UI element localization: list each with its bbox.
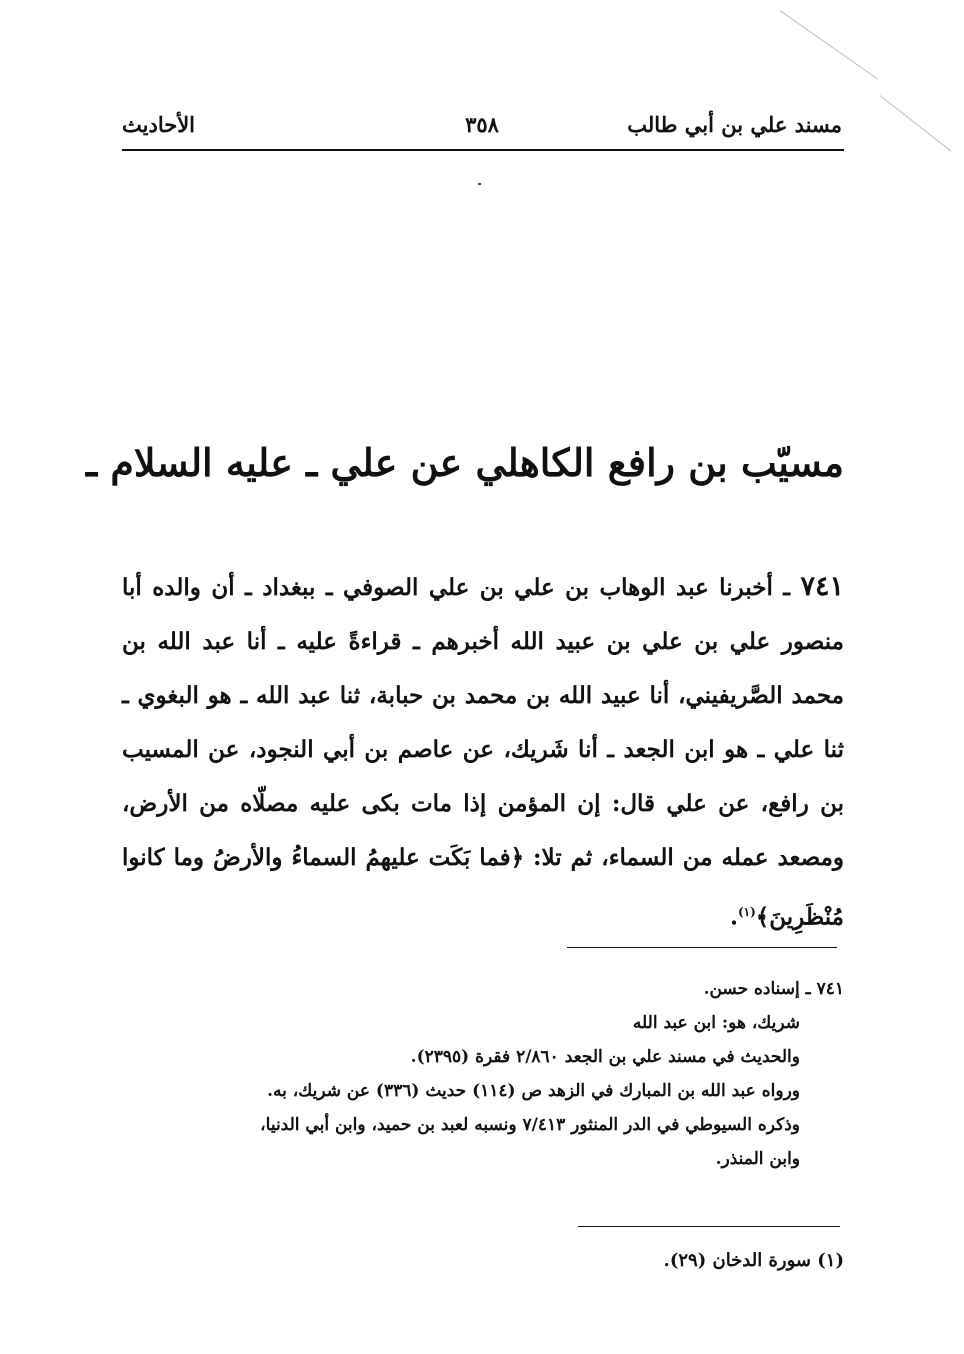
running-header: [122, 112, 842, 148]
book-title: مسند علي بن أبي طالب: [627, 112, 842, 137]
footnote-separator: [578, 1226, 840, 1227]
notes-separator: [567, 947, 837, 948]
scan-artifact-line: [779, 10, 878, 80]
section-title: الأحاديث: [122, 112, 196, 137]
commentary-line: ورواه عبد الله بن المبارك في الزهد ص (١١٤) حديث (٣٣٦) عن شريك، به.: [267, 1081, 800, 1101]
header-rule: [122, 149, 844, 151]
footnote: (١) سورة الدخان (٢٩).: [663, 1250, 844, 1271]
hadith-number: ٧٤١: [800, 571, 844, 602]
footnote-marker: (١): [737, 905, 756, 919]
commentary-line: وابن المنذر.: [715, 1149, 800, 1169]
hadith-text: [122, 560, 844, 945]
commentary-line: شريك، هو: ابن عبد الله: [632, 1013, 800, 1033]
scan-speck: [478, 183, 481, 185]
commentary-line: وذكره السيوطي في الدر المنثور ٧/٤١٣ ونسبه لعبد بن حميد، وابن أبي الدنيا،: [260, 1115, 800, 1135]
scan-artifact-line: [879, 95, 951, 151]
hadith-end: .: [729, 903, 738, 931]
commentary-line: ٧٤١ ـ إسناده حسن.: [703, 979, 844, 999]
page-number: ٣٥٨: [465, 112, 499, 137]
hadith-body: ـ أخبرنا عبد الوهاب بن علي بن علي الصوفي ـ ببغداد ـ أن والده أبا منصور علي بن علي بن عبيد الله أخبرهم ـ قراءةً عليه ـ أنا عبد الله بن محمد الصَّريفيني، أنا عبيد الله بن محمد بن حبابة، ثنا عبد الله ـ هو البغوي ـ ثنا علي ـ هو ابن الجعد ـ أنا شَريك، عن عاصم بن أبي النجود، عن المسيب بن رافع، عن علي قال: إن المؤمن إذا مات بكى عليه مصلّاه من الأرض، ومصعد عمله من السماء، ثم تلا: ﴿فما بَكَت عليهمُ السماءُ والأرضُ وما كانوا مُنْظَرِينَ﴾: [122, 574, 844, 931]
chapter-title: مسيّب بن رافع الكاهلي عن علي ـ عليه السلام ـ: [85, 440, 844, 485]
commentary-line: والحديث في مسند علي بن الجعد ٢/٨٦٠ فقرة (٢٣٩٥).: [410, 1047, 800, 1067]
commentary: [122, 972, 844, 1176]
